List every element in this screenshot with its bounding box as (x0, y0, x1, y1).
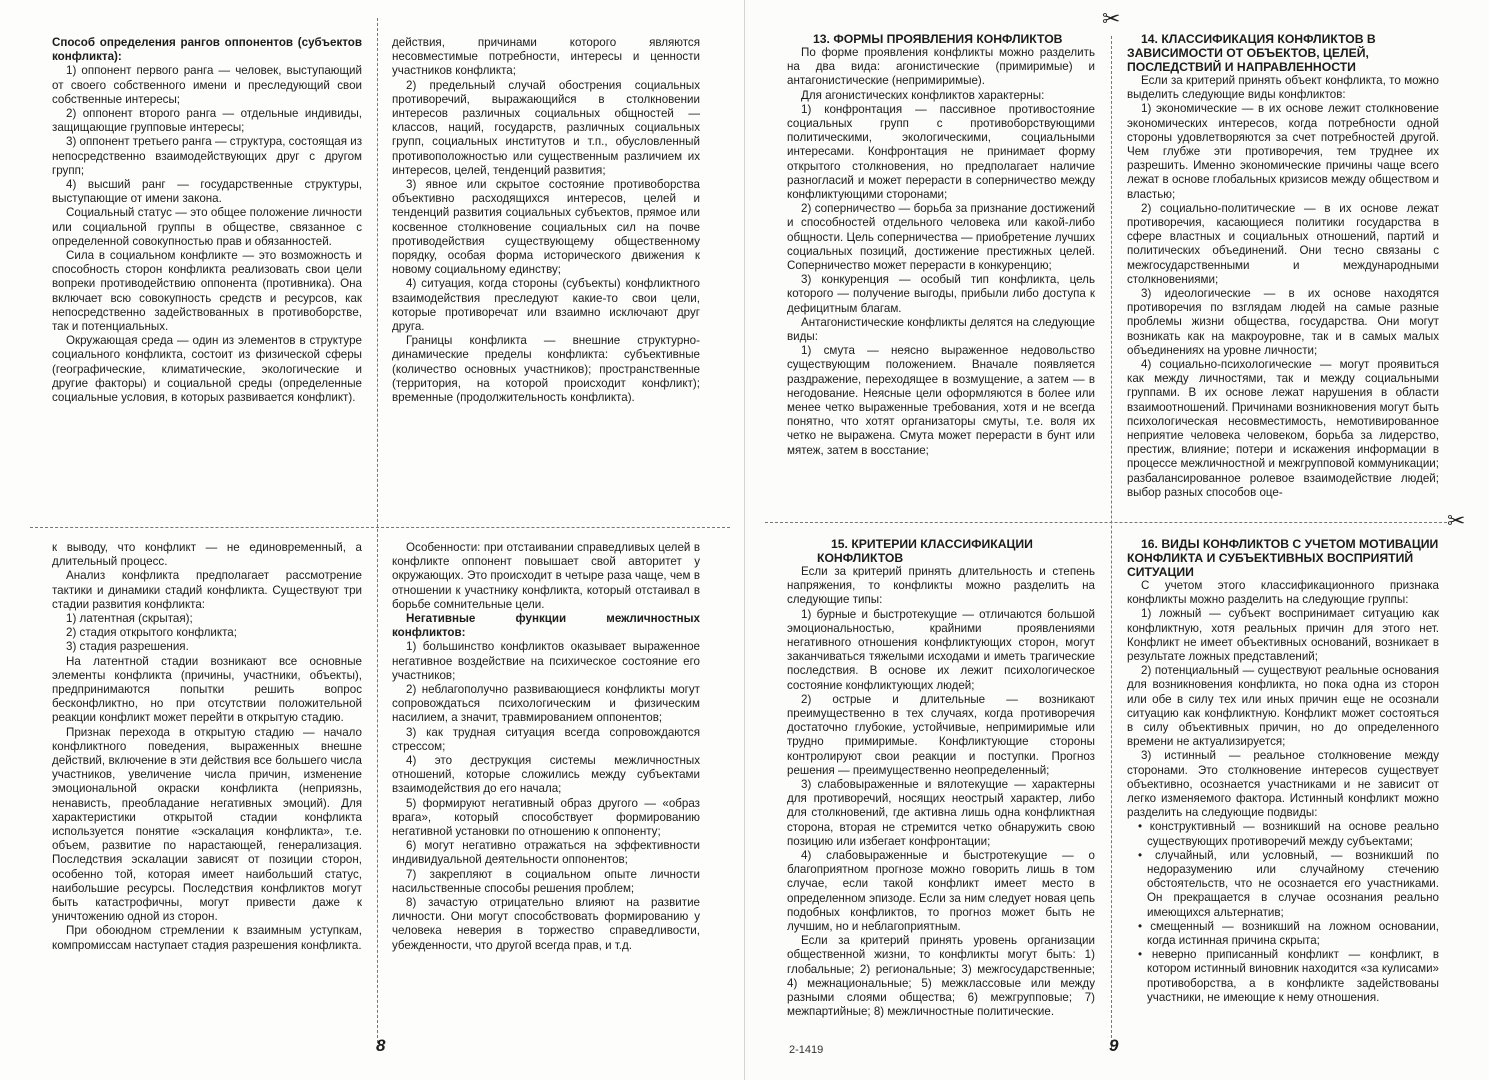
paragraph: Для агонистических конфликтов характерны: (801, 88, 1045, 102)
paragraph: Социальный статус — это общее положение личности или социальной группы в обществе, связанное с определенной совокупностью прав и обязанностей. (52, 206, 362, 248)
paragraph: 1) смута — неясно выраженное недовольство существующим положением. Вначале появляется раздражение, переходящее в возмущение, а затем — в негодование. Неясные цели оформляются в более или менее четко выраженные требования, хотя и не всегда понятно, что хотят организаторы смуты, т.е. воля их четко не выражена. Смута может перерасти в бунт или мятеж, затем в восстание; (787, 344, 1095, 457)
page-9 (745, 0, 1489, 1080)
paragraph: 6) могут негативно отражаться на эффективности индивидуальной деятельности оппонентов; (392, 839, 700, 867)
text-column-bottom-right (392, 541, 700, 953)
paragraph: 2) соперничество — борьба за признание достижений и способностей отдельного человека или какой-либо общности. Цель соперничества — приобретение лучших социальных позиций, достижение престижных целей. Соперничество может перерасти в конкуренцию; (787, 202, 1095, 273)
paragraph: 2) предельный случай обострения социальных противоречий, выражающийся в столкновении интересов различных социальных общностей — классов, наций, государств, различных социальных групп, социальных институтов и т.п., обусловленный противоположностью или существенным различием их интересов, целей, тенденций развития; (392, 78, 700, 177)
paragraph: 1) большинство конфликтов оказывает выраженное негативное воздействие на психическое состояние его участников; (392, 640, 700, 682)
paragraph: к выводу, что конфликт — не единовременный, а длительный процесс. (52, 541, 362, 569)
paragraph: Сила в социальном конфликте — это возможность и способность сторон конфликта реализовать свои цели вопреки противодействию оппонента (противника). Она включает всю совокупность средств и ресурсов, как непосредственно задействованных в противоборстве, так и потенциальных. (52, 249, 362, 334)
paragraph: Признак перехода в открытую стадию — начало конфликтного поведения, выраженных внешне действий, включение в эти действия все большего числа участников, увеличение числа причин, изменение эмоциональной окраски конфликта (неприязнь, ненависть, преобладание негативных эмоций). Для характеристики открытой стадии конфликта используется понятие «эскалация конфликта», т.е. объем, развитие по нарастающей, генерализация. Последствия эскалации зависят от позиции сторон, особенно той, которая имеет наибольший статус, наибольшие ресурсы. Последствия конфликтов могут быть катастрофичны, могут привести даже к уничтожению одной из сторон. (52, 725, 362, 924)
paragraph: 3) слабовыраженные и вялотекущие — характерны для противоречий, носящих неострый характер, либо для столкновений, где активна лишь одна конфликтная сторона, вторая не стремится четко обнаружить свою позицию или избегает конфронтации; (787, 778, 1095, 848)
cut-line-horizontal (30, 527, 730, 528)
bullet-text: неверно приписанный конфликт — конфликт, в котором истинный виновник находится «за кулисами» противоборства, а в конфликте задействованы участники, не имеющие к нему отношения. (1147, 948, 1440, 1004)
paragraph: 2) оппонент второго ранга — отдельные индивиды, защищающие групповые интересы; (52, 107, 362, 135)
bullet-text: случайный, или условный, — возникший по недоразумению или случайному стечению обстоятельств, что не осознается его участниками. Он прекращается в случае осознания реально имеющихся альтернатив; (1147, 848, 1439, 919)
paragraph: Если за критерий принять длительность и степень напряжения, то конфликты можно разделить на следующие типы: (787, 565, 1095, 607)
bullet-text: конструктивный — возникший на основе реально существующих противоречий между субъектами; (1147, 820, 1439, 848)
paragraph: 4) высший ранг — государственные структуры, выступающие от имени закона. (52, 178, 362, 206)
paragraph: 1) ложный — субъект воспринимает ситуацию как конфликтную, хотя реальных причин для этого нет. Конфликт не имеет объективных оснований, возникает в результате ложных представлений; (1127, 607, 1439, 664)
paragraph: действия, причинами которого являются несовместимые потребности, интересы и ценности участников конфликта; (392, 36, 700, 78)
bullet-item: • случайный, или условный, — возникший по недоразумению или случайному стечению обстоятельств, что не осознается его участниками. Он прекращается в случае осознания реально имеющихся альтернатив; (1138, 848, 1439, 919)
paragraph: С учетом этого классификационного признака конфликты можно разделить на следующие группы: (1127, 579, 1439, 607)
section-title: 15. КРИТЕРИИ КЛАССИФИКАЦИИ КОНФЛИКТОВ (817, 537, 1033, 565)
paragraph: 2) потенциальный — существуют реальные основания для возникновения конфликта, но пока одна из сторон или обе в силу тех или иных причин еще не осознали ситуацию как конфликтную. Конфликт может состояться в силу объективных причин, но до определенного времени не актуализируется; (1127, 664, 1439, 749)
paragraph: На латентной стадии возникают все основные элементы конфликта (причины, участники, объекты), предпринимаются попытки решить вопрос бесконфликтно, но при отсутствии положительной реакции конфликт может перейти в открытую стадию. (52, 654, 362, 725)
paragraph: Антагонистические конфликты делятся на следующие виды: (787, 315, 1095, 344)
cut-line-vertical (1111, 36, 1112, 1048)
scissors-icon: ✂ (1447, 508, 1466, 533)
cut-line-vertical (377, 18, 378, 1048)
list-item: 2) стадия открытого конфликта; (66, 626, 237, 640)
list-item: 3) стадия разрешения. (66, 640, 189, 654)
paragraph: По форме проявления конфликты можно разделить на два вида: агонистические (примиримые) и антагонистические (непримиримые). (787, 46, 1095, 88)
bullet-text: смещенный — возникший на ложном основании, когда истинная причина скрыта; (1147, 919, 1440, 948)
paragraph: 3) конкуренция — особый тип конфликта, цель которого — получение выгоды, прибыли либо доступа к дефицитным благам. (787, 273, 1095, 315)
section-15 (787, 537, 1095, 1020)
paragraph: 2) неблагополучно развивающиеся конфликты могут сопровождаться психологическим и физическим насилием, а значит, травмированием оппонентов; (392, 683, 700, 725)
paragraph: 3) идеологические — в их основе находятся противоречия по взглядам людей на самые разные проблемы жизни общества, государства. Они могут возникать как на макроуровне, так и в самых малых объединениях на уровне личности; (1127, 287, 1439, 357)
paragraph: Способ определения рангов оппонентов (субъектов конфликта): (52, 36, 362, 64)
text-column-top-right (392, 36, 700, 405)
paragraph: Негативные функции межличностных конфликтов: (392, 612, 700, 640)
paragraph: 1) бурные и быстротекущие — отличаются большой эмоциональностью, крайними проявлениями негативного отношения конфликтующих сторон, могут заканчиваться тяжелыми исходами и иметь трагические последствия. В основе их лежит психологическое состояние конфликтующих людей; (787, 607, 1095, 692)
paragraph: 1) конфронтация — пассивное противостояние социальных групп с противоборствующими политическими, экологическими, социальными интересами. Конфронтация не принимает форму открытого столкновения, но предполагает наличие разногласий и может перерасти в соперничество между конфликтующими сторонами; (787, 102, 1095, 202)
cut-line-horizontal (765, 522, 1447, 523)
section-title: 16. ВИДЫ КОНФЛИКТОВ С УЧЕТОМ МОТИВАЦИИ КОНФЛИКТА И СУБЪЕКТИВНЫХ ВОСПРИЯТИЙ СИТУАЦИИ (1127, 537, 1439, 579)
paragraph: 3) истинный — реальное столкновение между сторонами. Это столкновение интересов существует объективно, осознается участниками и не зависит от легко изменяемого фактора. Истинный конфликт можно разделить на следующие подвиды: (1127, 749, 1439, 820)
print-code: 2-1419 (789, 1044, 824, 1056)
bullet-item: • конструктивный — возникший на основе реально существующих противоречий между субъектами; (1138, 820, 1439, 848)
paragraph: При обоюдном стремлении к взаимным уступкам, компромиссам наступает стадия разрешения конфликта. (52, 924, 362, 952)
scissors-icon: ✂ (1102, 6, 1121, 31)
paragraph: 3) как трудная ситуация всегда сопровождаются стрессом; (392, 725, 700, 753)
section-14 (1127, 32, 1439, 500)
section-title: 13. ФОРМЫ ПРОЯВЛЕНИЯ КОНФЛИКТОВ (813, 32, 1063, 46)
paragraph: 4) социально-психологические — могут проявиться как между личностями, так и между социальными группами. В их основе лежат нарушения в области взаимоотношений. Причинами возникновения могут быть психологическая несовместимость, немотивированное неприятие человека человеком, борьба за лидерство, престиж, влияние; потери и искажения информации в процессе межличностной и межгрупповой коммуникации; разбалансированное ролевое взаимодействие людей; выбор разных способов оце- (1127, 358, 1439, 499)
paragraph: 1) оппонент первого ранга — человек, выступающий от своего собственного имени и преследующий свои собственные интересы; (52, 64, 362, 106)
paragraph: 7) закрепляют в социальном опыте личности насильственные способы решения проблем; (392, 867, 700, 895)
text-column-top-left (52, 36, 362, 405)
paragraph: Особенности: при отстаивании справедливых целей в конфликте оппонент повышает свой авторитет у окружающих. Это происходит в четыре раза чаще, чем в отношении к участнику конфликта, который отстаивал в борьбе сомнительные цели. (392, 541, 700, 611)
bullet-item: • неверно приписанный конфликт — конфликт, в котором истинный виновник находится «за кулисами» противоборства, а в конфликте задействованы участники, не имеющие к нему отношения. (1138, 948, 1440, 1004)
section-13 (787, 32, 1095, 458)
paragraph: 8) зачастую отрицательно влияют на развитие личности. Они могут способствовать формированию у человека неверия в торжество справедливости, убежденности, что другой всегда прав, и т.д. (392, 896, 700, 952)
page-number: 9 (1109, 1036, 1119, 1055)
paragraph: 4) ситуация, когда стороны (субъекты) конфликтного взаимодействия преследуют какие-то свои цели, которые противоречат или взаимно исключают друг друга. (392, 277, 700, 334)
text-column-bottom-left (52, 541, 362, 953)
paragraph: Границы конфликта — внешние структурно-динамические пределы конфликта: субъективные (количество основных участников); пространственные (территория, на которой происходит конфликт); временные (продолжительность конфликта). (392, 334, 700, 405)
paragraph: Окружающая среда — один из элементов в структуре социального конфликта, состоит из физической сферы (географические, климатические, экологические и другие факторы) и социальной среды (определенные социальные условия, в которых развивается конфликт). (52, 334, 362, 405)
paragraph: 4) слабовыраженные и быстротекущие — о благоприятном прогнозе можно говорить лишь в том случае, если такой конфликт имеет место в определенном эпизоде. Если за ним следует новая цепь подобных конфликтов, то прогноз может быть не лучшим, но и неблагоприятным. (787, 849, 1095, 934)
paragraph: 2) острые и длительные — возникают преимущественно в тех случаях, когда противоречия достаточно глубокие, устойчивые, непримиримые или трудно примиримые. Конфликтующие стороны контролируют свои реакции и поступки. Прогноз решения — преимущественно неопределенный; (787, 692, 1095, 777)
paragraph: Если за критерий принять уровень организации общественной жизни, то конфликты могут быть: 1) глобальные; 2) региональные; 3) межгосударственные; 4) межнациональные; 5) межклассовые или между разными слоями общества; 6) межгрупповые; 7) межпартийные; 8) межличностные политические. (787, 934, 1095, 1019)
section-16 (1127, 537, 1439, 1005)
bullet-item: • смещенный — возникший на ложном основании, когда истинная причина скрыта; (1138, 919, 1440, 948)
paragraph: 3) оппонент третьего ранга — структура, состоящая из непосредственно взаимодействующих друг с другом групп; (52, 135, 363, 177)
paragraph: Если за критерий принять объект конфликта, то можно выделить следующие виды конфликтов: (1127, 74, 1439, 102)
paragraph: 3) явное или скрытое состояние противоборства объективно расходящихся интересов, целей и тенденций развития социальных субъектов, прямое или косвенное столкновение социальных сил на почве противодействия существующему общественному порядку, особая форма исторического движения к новому социальному единству; (392, 178, 700, 277)
page-number: 8 (376, 1036, 386, 1055)
paragraph: 2) социально-политические — в их основе лежат противоречия, касающиеся политики государства в сфере властных и социальных отношений, партий и политических объединений. Они тесно связаны с межгосударственными и международными столкновениями; (1127, 201, 1439, 286)
list-item: 1) латентная (скрытая); (66, 612, 193, 626)
paragraph: Анализ конфликта предполагает рассмотрение тактики и динамики стадий конфликта. Существуют три стадии развития конфликта: (52, 569, 362, 611)
paragraph: 4) это деструкция системы межличностных отношений, которые сложились между субъектами взаимодействия до его начала; (392, 754, 700, 796)
section-title: 14. КЛАССИФИКАЦИЯ КОНФЛИКТОВ В ЗАВИСИМОСТИ ОТ ОБЪЕКТОВ, ЦЕЛЕЙ, ПОСЛЕДСТВИЙ И НАПРАВЛЕННОСТИ (1127, 32, 1376, 74)
paragraph: 1) экономические — в их основе лежит столкновение экономических интересов, когда потребности одной стороны удовлетворяются за счет потребностей другой. Чем глубже эти противоречия, тем труднее их разрешить. Именно экономические причины чаще всего лежат в основе глобальных кризисов между обществом и властью; (1127, 102, 1440, 201)
paragraph: 5) формируют негативный образ другого — «образ врага», который способствует формированию негативной установки по отношению к оппоненту; (392, 796, 700, 839)
